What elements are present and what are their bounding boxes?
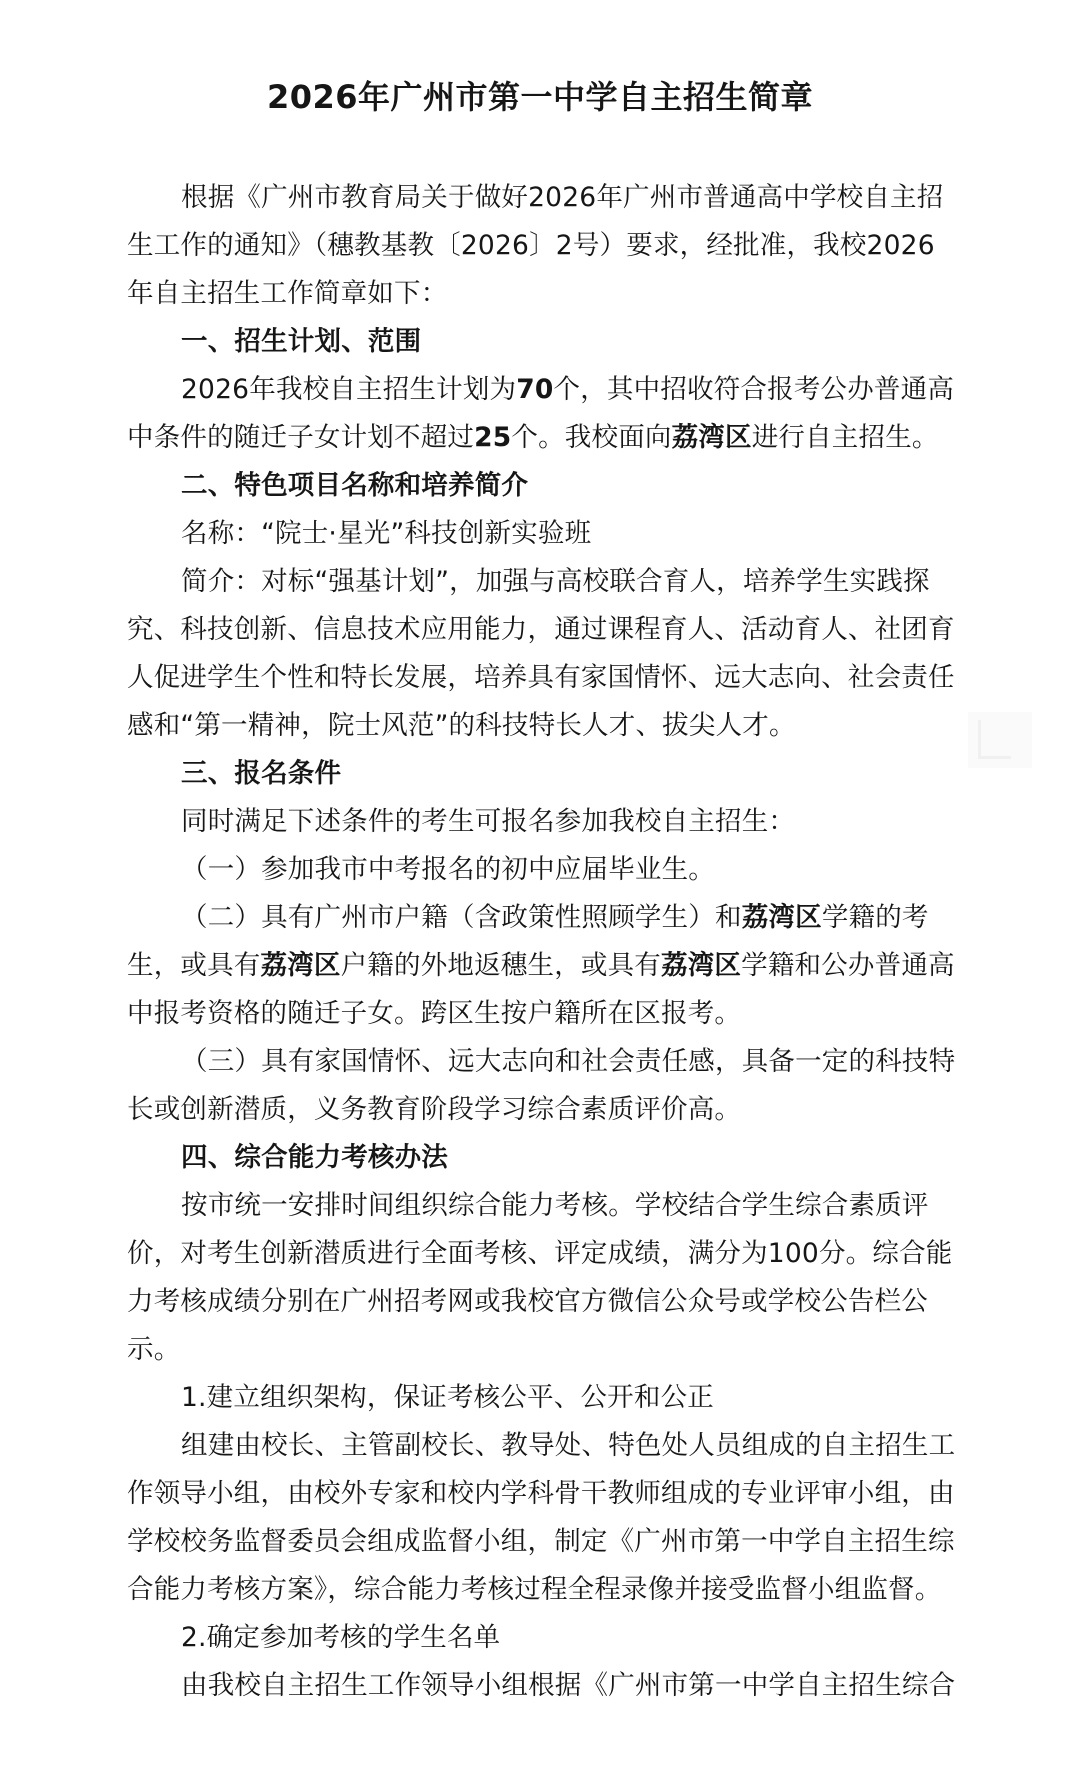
intro-line: 根据《广州市教育局关于做好2026年广州市普通高中学校自主招 [181,182,944,213]
section-heading: 三、报名条件 [181,758,342,789]
paragraph-line: 人促进学生个性和特长发展，培养具有家国情怀、远大志向、社会责任 [127,662,955,693]
paragraph-line: 究、科技创新、信息技术应用能力，通过课程育人、活动育人、社团育 [127,614,955,645]
paragraph-line: 学校校务监督委员会组成监督小组，制定《广州市第一中学自主招生综 [127,1526,955,1557]
paragraph-line: 按市统一安排时间组织综合能力考核。学校结合学生综合素质评 [181,1190,929,1221]
paragraph-line: 中报考资格的随迁子女。跨区生按户籍所在区报考。 [127,998,742,1029]
section-heading: 二、特色项目名称和培养简介 [181,470,529,501]
district-name: 荔湾区 [260,950,341,981]
paragraph-line: 组建由校长、主管副校长、教导处、特色处人员组成的自主招生工 [181,1430,956,1461]
list-item: （一）参加我市中考报名的初中应届毕业生。 [181,854,715,885]
paragraph-line: 2026年我校自主招生计划为70个，其中招收符合报考公办普通高 [181,374,955,405]
paragraph-line: 由我校自主招生工作领导小组根据《广州市第一中学自主招生综合 [181,1670,956,1701]
paragraph-line: 中条件的随迁子女计划不超过25个。我校面向荔湾区进行自主招生。 [127,422,939,453]
paragraph-line: 力考核成绩分别在广州招考网或我校官方微信公众号或学校公告栏公 [127,1286,928,1317]
paragraph-line: 作领导小组，由校外专家和校内学科骨干教师组成的专业评审小组，由 [127,1478,955,1509]
document-body [127,174,967,1710]
paragraph-line: 合能力考核方案》，综合能力考核过程全程录像并接受监督小组监督。 [127,1574,942,1605]
paragraph-line: 生，或具有荔湾区户籍的外地返穗生，或具有荔湾区学籍和公办普通高 [127,950,955,981]
intro-line: 年自主招生工作简章如下： [127,278,448,309]
paragraph-line: 价，对考生创新潜质进行全面考核、评定成绩，满分为100分。综合能 [127,1238,953,1269]
document-title: 2026年广州市第一中学自主招生简章 [266,78,814,116]
intro-line: 生工作的通知》（穗教基教〔2026〕2号）要求，经批准，我校2026 [127,230,935,261]
program-name-line: 名称：“院士·星光”科技创新实验班 [181,518,592,549]
faint-watermark-mark [968,712,1032,768]
district-name: 荔湾区 [671,422,752,453]
list-item: （三）具有家国情怀、远大志向和社会责任感，具备一定的科技特 [181,1046,956,1077]
plan-count: 70 [516,374,554,405]
paragraph-line: 示。 [127,1334,181,1365]
section-heading: 一、招生计划、范围 [181,326,422,357]
paragraph-line: 长或创新潜质，义务教育阶段学习综合素质评价高。 [127,1094,742,1125]
paragraph-line: 简介：对标“强基计划”，加强与高校联合育人，培养学生实践探 [181,566,930,597]
paragraph-line: 同时满足下述条件的考生可报名参加我校自主招生： [181,806,796,837]
district-name: 荔湾区 [661,950,742,981]
subheading: 2.确定参加考核的学生名单 [181,1622,501,1653]
paragraph-line: 感和“第一精神，院士风范”的科技特长人才、拔尖人才。 [127,710,796,741]
list-item: （二）具有广州市户籍（含政策性照顾学生）和荔湾区学籍的考 [181,902,929,933]
migrant-plan-count: 25 [474,422,512,453]
section-heading: 四、综合能力考核办法 [181,1142,448,1173]
subheading: 1.建立组织架构，保证考核公平、公开和公正 [181,1382,714,1413]
district-name: 荔湾区 [741,902,822,933]
